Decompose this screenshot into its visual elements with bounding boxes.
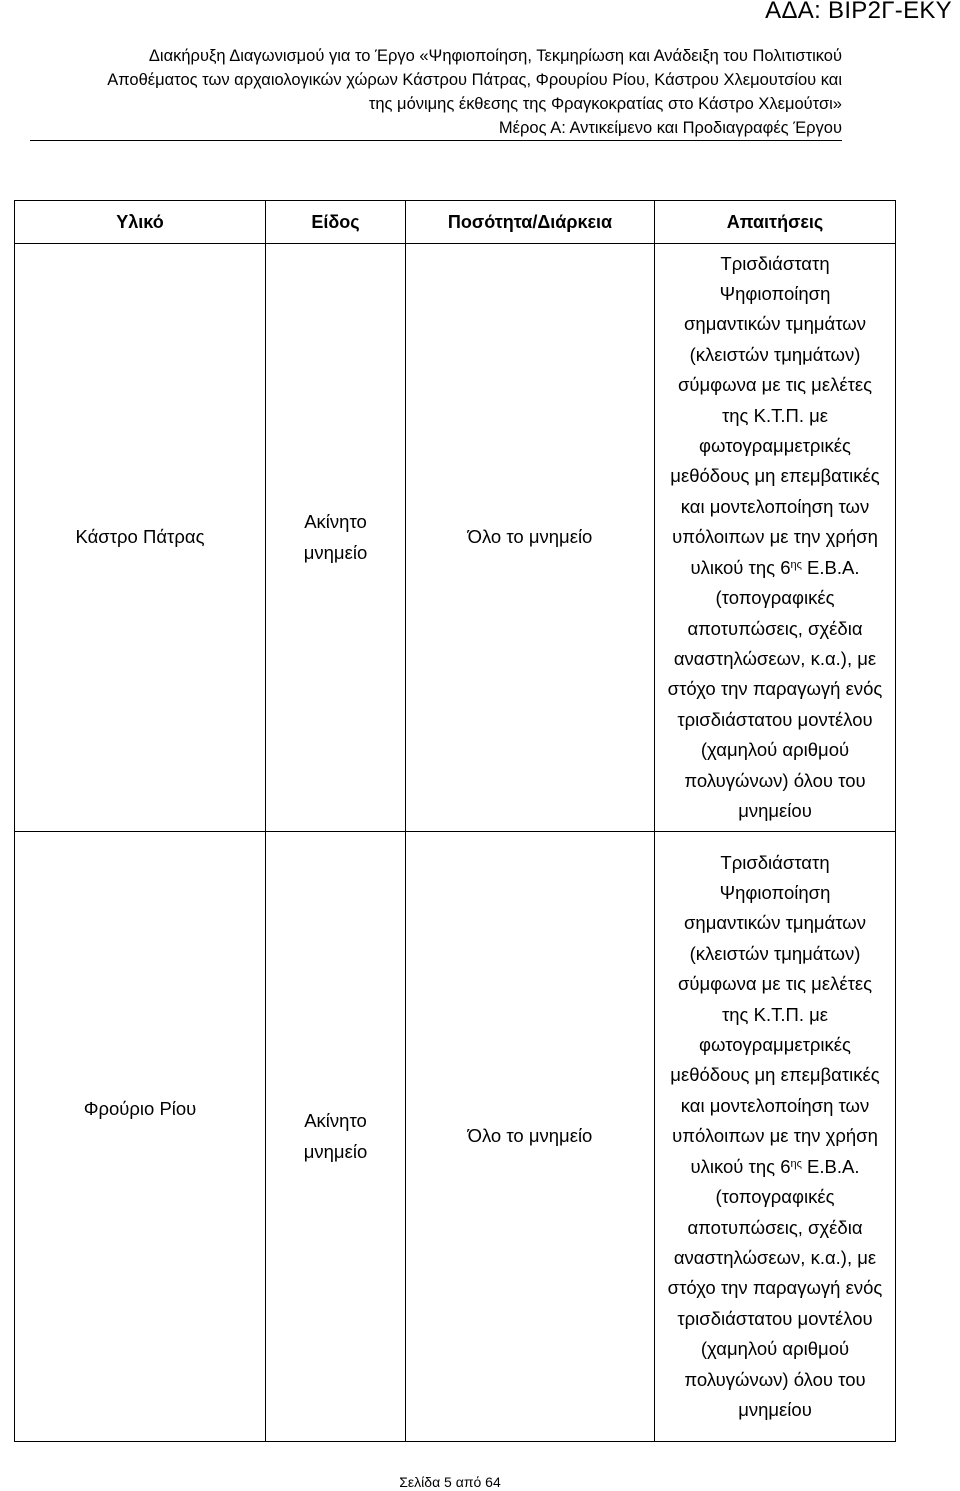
- req-line: Ψηφιοποίηση: [719, 882, 831, 904]
- req-line: και μοντελοποίηση των: [680, 495, 870, 517]
- table-row: [15, 832, 896, 1442]
- req-line: της Κ.Τ.Π. με: [721, 404, 829, 426]
- req-line: της Κ.Τ.Π. με: [721, 1003, 829, 1025]
- req-line: πολυγώνων) όλου του: [684, 1368, 866, 1390]
- header-line: Διακήρυξη Διαγωνισμού για το Έργο «Ψηφιοποίηση, Τεκμηρίωση και Ανάδειξη του Πολιτιστικού: [148, 47, 842, 65]
- header-line: της μόνιμης έκθεσης της Φραγκοκρατίας στο Κάστρο Χλεμούτσι»: [368, 95, 842, 113]
- cell-material: Φρούριο Ρίου: [15, 832, 266, 1442]
- req-line: Τρισδιάστατη: [720, 851, 830, 873]
- cell-requirements: [655, 244, 896, 832]
- req-line: μνημείου: [738, 1398, 812, 1420]
- req-line-superscript: [661, 1152, 889, 1182]
- table-row: [15, 244, 896, 832]
- table-header-row: [15, 201, 896, 244]
- req-line: υπόλοιπων με την χρήση: [672, 526, 878, 548]
- req-sup-pre: υλικού της 6: [690, 556, 791, 578]
- document-header: [30, 44, 842, 140]
- req-line: πολυγώνων) όλου του: [684, 769, 866, 791]
- req-sup: ης: [790, 558, 802, 571]
- cell-kind-line: μνημείο: [303, 1140, 368, 1162]
- req-line: μεθόδους μη επεμβατικές: [670, 1064, 880, 1086]
- header-line: Αποθέματος των αρχαιολογικών χώρων Κάστρου Πάτρας, Φρουρίου Ρίου, Κάστρου Χλεμουτσίου και: [107, 71, 842, 89]
- req-line-superscript: [661, 553, 889, 583]
- req-line: Τρισδιάστατη: [720, 252, 830, 274]
- req-line: στόχο την παραγωγή ενός: [667, 678, 883, 700]
- cell-quantity: Όλο το μνημείο: [406, 244, 655, 832]
- req-line: τρισδιάστατου μοντέλου: [677, 1307, 873, 1329]
- cell-kind: [266, 244, 406, 832]
- req-line: αποτυπώσεις, σχέδια: [687, 617, 863, 639]
- header-line: Μέρος Α: Αντικείμενο και Προδιαγραφές Έργου: [498, 119, 842, 137]
- req-line: σημαντικών τμημάτων: [684, 313, 866, 335]
- req-line: και μοντελοποίηση των: [680, 1094, 870, 1116]
- req-line: υπόλοιπων με την χρήση: [672, 1125, 878, 1147]
- page-number: Σελίδα 5 από 64: [399, 1474, 501, 1490]
- req-line: τρισδιάστατου μοντέλου: [677, 708, 873, 730]
- req-line: φωτογραμμετρικές: [699, 435, 851, 457]
- req-line: μνημείου: [738, 799, 812, 821]
- cell-kind: [266, 832, 406, 1442]
- req-line: αναστηλώσεων, κ.α.), με: [673, 647, 877, 669]
- cell-material: Κάστρο Πάτρας: [15, 244, 266, 832]
- req-line: Ψηφιοποίηση: [719, 283, 831, 305]
- req-line: σύμφωνα με τις μελέτες: [677, 374, 873, 396]
- req-line: στόχο την παραγωγή ενός: [667, 1277, 883, 1299]
- column-header-material: Υλικό: [15, 201, 266, 244]
- req-line: (τοπογραφικές: [715, 1186, 835, 1208]
- cell-kind-line: Ακίνητο: [304, 511, 367, 533]
- req-line: (τοπογραφικές: [715, 587, 835, 609]
- cell-requirements: [655, 832, 896, 1442]
- req-line: (χαμηλού αριθμού: [700, 739, 850, 761]
- cell-quantity: Όλο το μνημείο: [406, 832, 655, 1442]
- requirements-table: [14, 200, 896, 1442]
- req-line: φωτογραμμετρικές: [699, 1034, 851, 1056]
- req-sup-pre: υλικού της 6: [690, 1155, 791, 1177]
- column-header-kind: Είδος: [266, 201, 406, 244]
- req-sup-post: Ε.Β.Α.: [801, 1155, 860, 1177]
- req-sup-post: Ε.Β.Α.: [801, 556, 860, 578]
- req-sup: ης: [790, 1157, 802, 1170]
- req-line: (κλειστών τμημάτων): [689, 942, 861, 964]
- cell-kind-line: Ακίνητο: [304, 1110, 367, 1132]
- header-divider: [30, 140, 842, 141]
- cell-kind-line: μνημείο: [303, 541, 368, 563]
- req-line: αναστηλώσεων, κ.α.), με: [673, 1246, 877, 1268]
- document-ada-code: ΑΔΑ: ΒΙΡ2Γ-ΕΚΥ: [765, 0, 952, 24]
- column-header-requirements: Απαιτήσεις: [655, 201, 896, 244]
- req-line: (χαμηλού αριθμού: [700, 1338, 850, 1360]
- column-header-quantity: Ποσότητα/Διάρκεια: [406, 201, 655, 244]
- req-line: μεθόδους μη επεμβατικές: [670, 465, 880, 487]
- req-line: (κλειστών τμημάτων): [689, 343, 861, 365]
- req-line: σημαντικών τμημάτων: [684, 912, 866, 934]
- req-line: σύμφωνα με τις μελέτες: [677, 973, 873, 995]
- req-line: αποτυπώσεις, σχέδια: [687, 1216, 863, 1238]
